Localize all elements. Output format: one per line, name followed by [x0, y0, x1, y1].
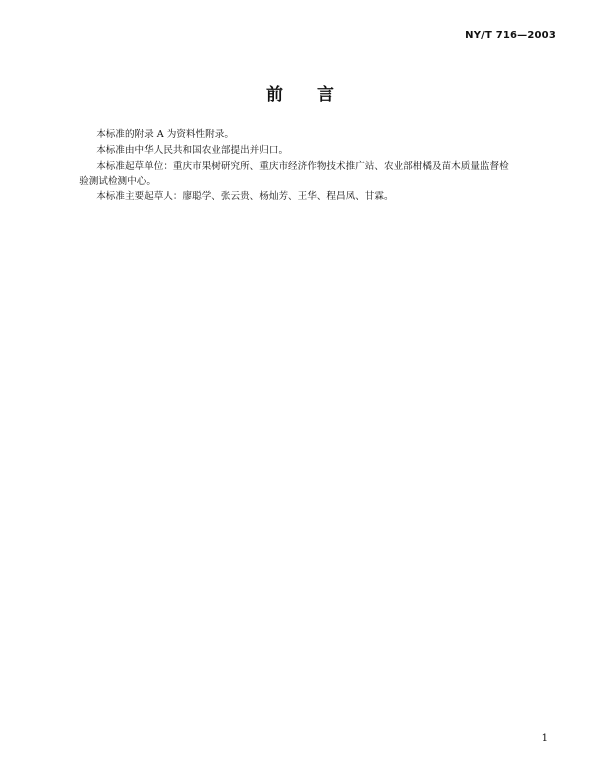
- paragraph-drafting-units: [77, 160, 549, 190]
- standard-code: NY/T 716—2003: [465, 30, 556, 41]
- paragraph-proposer-text: 本标准由中华人民共和国农业部提出并归口。: [96, 144, 289, 156]
- drafting-units-line-2: 验测试检测中心。: [79, 175, 156, 187]
- paragraph-appendix: [77, 128, 549, 143]
- drafting-units-line-1: 本标准起草单位：重庆市果树研究所、重庆市经济作物技术推广站、农业部柑橘及苗木质量监督检: [96, 160, 509, 172]
- foreword-body: [77, 128, 549, 206]
- page-title: [0, 80, 600, 105]
- title-char-2: 言: [317, 85, 334, 105]
- paragraph-drafters: [77, 190, 549, 205]
- paragraph-appendix-text: 本标准的附录 A 为资料性附录。: [96, 129, 234, 140]
- title-char-1: 前: [266, 85, 283, 105]
- page-number: 1: [541, 733, 548, 744]
- paragraph-proposer: [77, 144, 549, 159]
- paragraph-drafters-text: 本标准主要起草人：廖聪学、张云贵、杨灿芳、王华、程昌凤、甘霖。: [96, 191, 394, 203]
